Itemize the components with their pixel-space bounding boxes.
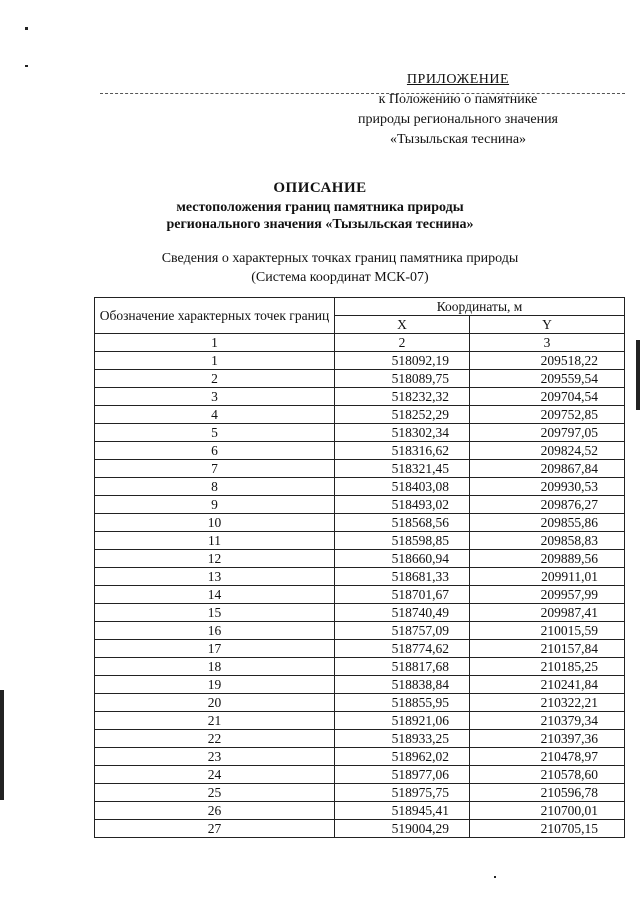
point-number-cell: 23: [95, 748, 335, 766]
y-coordinate-cell: 209559,54: [470, 370, 625, 388]
x-coordinate-cell: 518681,33: [335, 568, 470, 586]
table-row: [95, 352, 625, 370]
point-number-cell: 16: [95, 622, 335, 640]
point-number-cell: 7: [95, 460, 335, 478]
y-coordinate-cell: 209855,86: [470, 514, 625, 532]
coordinates-table-body: [95, 352, 625, 838]
x-coordinate-cell: 518977,06: [335, 766, 470, 784]
point-number-cell: 24: [95, 766, 335, 784]
x-coordinate-cell: 518838,84: [335, 676, 470, 694]
y-coordinate-cell: 210705,15: [470, 820, 625, 838]
y-coordinate-cell: 209876,27: [470, 496, 625, 514]
table-row: [95, 568, 625, 586]
table-row: [95, 784, 625, 802]
y-coordinate-cell: 210379,34: [470, 712, 625, 730]
x-coordinate-cell: 518855,95: [335, 694, 470, 712]
y-coordinate-cell: 210578,60: [470, 766, 625, 784]
x-coordinate-cell: 518316,62: [335, 442, 470, 460]
y-coordinate-cell: 209930,53: [470, 478, 625, 496]
y-coordinate-cell: 209911,01: [470, 568, 625, 586]
point-number-cell: 25: [95, 784, 335, 802]
point-number-cell: 15: [95, 604, 335, 622]
table-row: [95, 442, 625, 460]
x-coordinate-cell: 518757,09: [335, 622, 470, 640]
y-coordinate-cell: 209824,52: [470, 442, 625, 460]
y-coordinate-cell: 210700,01: [470, 802, 625, 820]
x-coordinate-cell: 518403,08: [335, 478, 470, 496]
x-coordinate-cell: 518321,45: [335, 460, 470, 478]
point-number-cell: 19: [95, 676, 335, 694]
x-coordinate-cell: 518252,29: [335, 406, 470, 424]
subtitle-line-1: Сведения о характерных точках границ памятника природы: [161, 251, 519, 266]
x-coordinate-cell: 518701,67: [335, 586, 470, 604]
annex-line-1: к Положению о памятнике: [378, 92, 538, 107]
y-coordinate-cell: 210157,84: [470, 640, 625, 658]
point-number-cell: 26: [95, 802, 335, 820]
x-coordinate-cell: 518740,49: [335, 604, 470, 622]
scan-mark: [636, 340, 640, 410]
table-row: [95, 802, 625, 820]
point-number-cell: 13: [95, 568, 335, 586]
y-coordinate-cell: 210322,21: [470, 694, 625, 712]
table-row: [95, 370, 625, 388]
table-row: [95, 514, 625, 532]
point-number-cell: 1: [95, 352, 335, 370]
table-row: [95, 586, 625, 604]
header-point-designation: Обозначение характерных точек границ: [95, 298, 335, 334]
table-row: [95, 478, 625, 496]
y-coordinate-cell: 209752,85: [470, 406, 625, 424]
annex-title: ПРИЛОЖЕНИЕ: [406, 72, 510, 87]
y-coordinate-cell: 210241,84: [470, 676, 625, 694]
table-row: [95, 550, 625, 568]
annex-line-3: «Тызыльская теснина»: [389, 132, 527, 147]
table-row: [95, 640, 625, 658]
table-row: [95, 406, 625, 424]
point-number-cell: 3: [95, 388, 335, 406]
subtitle-line-2: (Система координат МСК-07): [251, 270, 429, 285]
annex-rule: [100, 93, 625, 94]
scan-mark: [494, 876, 496, 878]
table-row: [95, 622, 625, 640]
scan-mark: [25, 65, 28, 67]
point-number-cell: 8: [95, 478, 335, 496]
point-number-cell: 5: [95, 424, 335, 442]
y-coordinate-cell: 209704,54: [470, 388, 625, 406]
annex-block: [328, 70, 588, 150]
table-row: [95, 604, 625, 622]
point-number-cell: 9: [95, 496, 335, 514]
x-coordinate-cell: 518232,32: [335, 388, 470, 406]
x-coordinate-cell: 518921,06: [335, 712, 470, 730]
x-coordinate-cell: 518975,75: [335, 784, 470, 802]
y-coordinate-cell: 209797,05: [470, 424, 625, 442]
point-number-cell: 17: [95, 640, 335, 658]
point-number-cell: 27: [95, 820, 335, 838]
table-row: [95, 496, 625, 514]
header-x: X: [335, 316, 470, 334]
point-number-cell: 14: [95, 586, 335, 604]
y-coordinate-cell: 210397,36: [470, 730, 625, 748]
point-number-cell: 6: [95, 442, 335, 460]
table-row: [95, 730, 625, 748]
point-number-cell: 18: [95, 658, 335, 676]
table-row: [95, 676, 625, 694]
x-coordinate-cell: 518302,34: [335, 424, 470, 442]
document-title-line-2: местоположения границ памятника природы: [176, 200, 464, 215]
point-number-cell: 11: [95, 532, 335, 550]
y-coordinate-cell: 210185,25: [470, 658, 625, 676]
table-row: [95, 694, 625, 712]
header-y: Y: [470, 316, 625, 334]
y-coordinate-cell: 209858,83: [470, 532, 625, 550]
x-coordinate-cell: 518933,25: [335, 730, 470, 748]
column-index: 1: [95, 334, 335, 352]
y-coordinate-cell: 209518,22: [470, 352, 625, 370]
point-number-cell: 20: [95, 694, 335, 712]
coordinates-table: [94, 297, 625, 838]
y-coordinate-cell: 209987,41: [470, 604, 625, 622]
scan-mark: [0, 690, 4, 800]
x-coordinate-cell: 518568,56: [335, 514, 470, 532]
column-index: 2: [335, 334, 470, 352]
table-row: [95, 712, 625, 730]
table-row: [95, 388, 625, 406]
table-row: [95, 766, 625, 784]
y-coordinate-cell: 209867,84: [470, 460, 625, 478]
table-row: [95, 424, 625, 442]
annex-line-2: природы регионального значения: [358, 112, 558, 127]
point-number-cell: 12: [95, 550, 335, 568]
point-number-cell: 2: [95, 370, 335, 388]
scan-mark: [25, 27, 28, 30]
x-coordinate-cell: 518774,62: [335, 640, 470, 658]
table-row: [95, 820, 625, 838]
x-coordinate-cell: 518945,41: [335, 802, 470, 820]
header-coordinates: Координаты, м: [335, 298, 625, 316]
table-row: [95, 460, 625, 478]
column-index: 3: [470, 334, 625, 352]
y-coordinate-cell: 209889,56: [470, 550, 625, 568]
y-coordinate-cell: 210478,97: [470, 748, 625, 766]
document-title-line-3: регионального значения «Тызыльская теснина»: [166, 217, 474, 232]
x-coordinate-cell: 518598,85: [335, 532, 470, 550]
x-coordinate-cell: 518817,68: [335, 658, 470, 676]
x-coordinate-cell: 518089,75: [335, 370, 470, 388]
x-coordinate-cell: 518962,02: [335, 748, 470, 766]
point-number-cell: 22: [95, 730, 335, 748]
y-coordinate-cell: 210015,59: [470, 622, 625, 640]
x-coordinate-cell: 518092,19: [335, 352, 470, 370]
point-number-cell: 4: [95, 406, 335, 424]
table-row: [95, 748, 625, 766]
x-coordinate-cell: 518493,02: [335, 496, 470, 514]
y-coordinate-cell: 209957,99: [470, 586, 625, 604]
table-row: [95, 658, 625, 676]
y-coordinate-cell: 210596,78: [470, 784, 625, 802]
column-index-row: [95, 334, 625, 352]
point-number-cell: 10: [95, 514, 335, 532]
x-coordinate-cell: 518660,94: [335, 550, 470, 568]
x-coordinate-cell: 519004,29: [335, 820, 470, 838]
table-row: [95, 532, 625, 550]
point-number-cell: 21: [95, 712, 335, 730]
document-title: ОПИСАНИЕ: [273, 180, 367, 196]
